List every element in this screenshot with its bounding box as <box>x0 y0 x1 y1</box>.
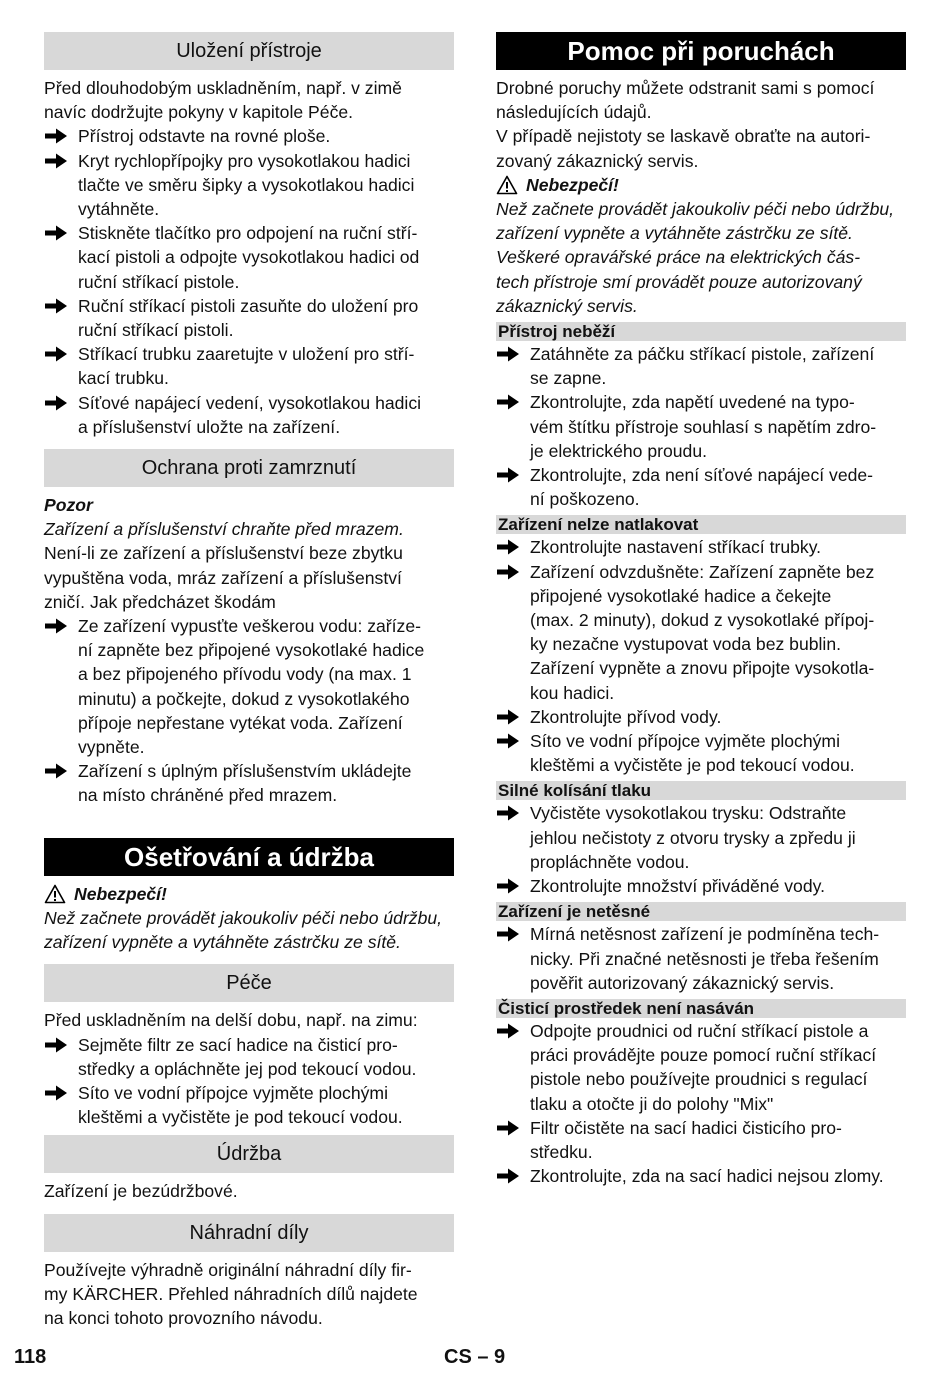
page-section-label: CS – 9 <box>444 1346 506 1368</box>
bullet-step <box>496 560 906 705</box>
danger-text-line: zákaznický servis. <box>496 295 638 316</box>
arrow-right-icon <box>44 345 68 363</box>
step-text-line: Přístroj odstavte na rovné ploše. <box>78 126 331 147</box>
arrow-right-icon <box>44 762 68 780</box>
bullet-step <box>496 535 906 559</box>
step-text-line: práci provádějte pouze pomocí ruční stříkací <box>530 1045 877 1066</box>
arrow-right-icon <box>44 1036 68 1054</box>
danger-text-line: zařízení vypněte a vytáhněte zástrčku ze sítě. <box>44 932 401 953</box>
step-text-line: ruční stříkací pistoli. <box>78 320 234 341</box>
step-text-line: propláchněte vodou. <box>530 851 690 872</box>
frost-intro-line: Není-li ze zařízení a příslušenství beze zbytku <box>44 543 403 564</box>
step-text-line: minutu) a počkejte, dokud z vysokotlakého <box>78 688 410 709</box>
step-text-line: Zkontrolujte přívod vody. <box>530 706 722 727</box>
bullet-step <box>496 922 906 995</box>
fault-heading: Zařízení je netěsné <box>496 902 906 921</box>
warning-triangle-icon <box>496 175 518 195</box>
arrow-right-icon <box>44 152 68 170</box>
step-text-line: Zkontrolujte nastavení stříkací trubky. <box>530 537 822 558</box>
step-text-line: Síto ve vodní přípojce vyjměte plochými <box>78 1082 388 1103</box>
arrow-right-icon <box>44 394 68 412</box>
danger-text-line: Než začnete provádět jakoukoliv péči nebo údržbu, <box>496 199 895 220</box>
step-text-line: a bez připojeného přívodu vody (na max. 1 <box>78 664 412 685</box>
service-text-line: Zařízení je bezúdržbové. <box>44 1181 238 1202</box>
bullet-step <box>496 390 906 463</box>
step-text-line: ní zapněte bez připojené vysokotlaké hadice <box>78 640 425 661</box>
bullet-step <box>496 801 906 874</box>
step-text-line: Vyčistěte vysokotlakou trysku: Odstraňte <box>530 803 847 824</box>
parts-text-line: na konci tohoto provozního návodu. <box>44 1307 323 1328</box>
arrow-right-icon <box>44 617 68 635</box>
step-text-line: kací pistoli a odpojte vysokotlakou hadici od <box>78 247 420 268</box>
section-heading-storage: Uložení přístroje <box>44 32 454 70</box>
step-text-line: ky nezačne vystupovat voda bez bublin. <box>530 634 842 655</box>
caution-text: Zařízení a příslušenství chraňte před mrazem. <box>44 519 404 540</box>
caution-label: Pozor <box>44 495 93 516</box>
step-text-line: připojené vysokotlaké hadice a čekejte <box>530 585 832 606</box>
fault-heading: Zařízení nelze natlakovat <box>496 515 906 534</box>
step-text-line: Filtr očistěte na sací hadici čisticího pro- <box>530 1117 842 1138</box>
bullet-step <box>44 1081 454 1129</box>
bullet-step <box>44 221 454 294</box>
step-text-line: se zapne. <box>530 368 607 389</box>
step-text-line: kací trubku. <box>78 368 169 389</box>
fault-heading: Přístroj neběží <box>496 322 906 341</box>
step-text-line: pistole nebo používejte proudnici s regulací <box>530 1069 868 1090</box>
arrow-right-icon <box>496 877 520 895</box>
parts-text-line: my KÄRCHER. Přehled náhradních dílů najdete <box>44 1283 418 1304</box>
bullet-step <box>44 759 454 807</box>
step-text-line: vypněte. <box>78 737 145 758</box>
arrow-right-icon <box>44 224 68 242</box>
frost-intro-line: zničí. Jak předcházet škodám <box>44 591 276 612</box>
bullet-step <box>44 614 454 759</box>
arrow-right-icon <box>496 563 520 581</box>
bullet-step <box>44 391 454 439</box>
bullet-step <box>44 1033 454 1081</box>
step-text-line: Zkontrolujte, zda napětí uvedené na typo- <box>530 392 855 413</box>
storage-intro-line: Před dlouhodobým uskladněním, např. v zimě <box>44 78 402 98</box>
danger-label: Nebezpečí! <box>74 883 167 904</box>
troubleshooting-intro-line: V případě nejistoty se laskavě obraťte na autori- <box>496 126 871 147</box>
step-text-line: Stiskněte tlačítko pro odpojení na ruční stří- <box>78 223 418 244</box>
step-text-line: Ruční stříkací pistoli zasuňte do uložení pro <box>78 295 419 316</box>
care-intro-line: Před uskladněním na delší dobu, např. na zimu: <box>44 1010 418 1031</box>
step-text-line: tlačte ve směru šipky a vysokotlakou hadici <box>78 174 415 195</box>
bullet-step <box>496 874 906 898</box>
arrow-right-icon <box>496 1022 520 1040</box>
step-text-line: Síto ve vodní přípojce vyjměte plochými <box>530 731 840 752</box>
step-text-line: Zkontrolujte, zda na sací hadici nejsou zlomy. <box>530 1166 884 1187</box>
step-text-line: přípoje nepřestane vytékat voda. Zařízení <box>78 712 403 733</box>
step-text-line: ruční stříkací pistole. <box>78 271 240 292</box>
step-text-line: Zařízení odvzdušněte: Zařízení zapněte bez <box>530 561 875 582</box>
warning-triangle-icon <box>44 884 66 904</box>
section-heading-care: Péče <box>44 964 454 1002</box>
arrow-right-icon <box>44 297 68 315</box>
arrow-right-icon <box>496 804 520 822</box>
bullet-step <box>496 1019 906 1116</box>
troubleshooting-intro-line: následujících údajů. <box>496 102 652 123</box>
step-text-line: kou hadici. <box>530 682 615 703</box>
arrow-right-icon <box>496 1167 520 1185</box>
section-heading-service: Údržba <box>44 1135 454 1173</box>
page-number: 118 <box>14 1346 47 1368</box>
fault-heading: Čisticí prostředek není nasáván <box>496 999 906 1018</box>
danger-text-line: zařízení vypněte a vytáhněte zástrčku ze sítě. <box>496 223 853 244</box>
step-text-line: vytáhněte. <box>78 199 160 220</box>
step-text-line: Mírná netěsnost zařízení je podmíněna tech- <box>530 924 880 945</box>
step-text-line: pověřit autorizovaný zákaznický servis. <box>530 972 835 993</box>
step-text-line: tlaku a otočte ji do polohy "Mix" <box>530 1093 774 1114</box>
arrow-right-icon <box>496 393 520 411</box>
step-text-line: Zatáhněte za páčku stříkací pistole, zařízení <box>530 344 875 365</box>
right-column <box>496 32 906 1188</box>
frost-intro-line: vypuštěna voda, mráz zařízení a příslušenství <box>44 567 402 588</box>
chapter-heading-troubleshooting: Pomoc při poruchách <box>496 32 906 70</box>
bullet-step <box>496 463 906 511</box>
arrow-right-icon <box>44 127 68 145</box>
arrow-right-icon <box>496 466 520 484</box>
arrow-right-icon <box>496 345 520 363</box>
storage-intro-line: navíc dodržujte pokyny v kapitole Péče. <box>44 102 354 123</box>
step-text-line: (max. 2 minuty), dokud z vysokotlaké přípoj- <box>530 610 875 631</box>
arrow-right-icon <box>496 538 520 556</box>
danger-warning <box>496 173 906 197</box>
danger-label: Nebezpečí! <box>526 174 619 195</box>
arrow-right-icon <box>496 732 520 750</box>
troubleshooting-intro-line: Drobné poruchy můžete odstranit sami s pomocí <box>496 78 875 98</box>
step-text-line: Stříkací trubku zaaretujte v uložení pro stří- <box>78 344 415 365</box>
danger-warning <box>44 882 454 906</box>
step-text-line: Zkontrolujte množství přiváděné vody. <box>530 876 825 897</box>
troubleshooting-intro-line: zovaný zákaznický servis. <box>496 150 699 171</box>
step-text-line: je elektrického proudu. <box>530 440 708 461</box>
step-text-line: na místo chráněné před mrazem. <box>78 785 338 806</box>
step-text-line: kleštěmi a vyčistěte je pod tekoucí vodou. <box>78 1107 403 1128</box>
fault-heading: Silné kolísání tlaku <box>496 781 906 800</box>
step-text-line: středku. <box>530 1141 593 1162</box>
left-column <box>44 32 454 1330</box>
arrow-right-icon <box>496 1119 520 1137</box>
bullet-step <box>44 124 454 148</box>
step-text-line: nicky. Při značné netěsnosti je třeba řešením <box>530 948 879 969</box>
danger-text-line: tech přístroje smí provádět pouze autorizovaný <box>496 271 862 292</box>
step-text-line: Zkontrolujte, zda není síťové napájecí vede- <box>530 465 874 486</box>
step-text-line: středky a opláchněte jej pod tekoucí vodou. <box>78 1058 417 1079</box>
arrow-right-icon <box>496 925 520 943</box>
bullet-step <box>44 342 454 390</box>
section-heading-parts: Náhradní díly <box>44 1214 454 1252</box>
parts-text-line: Používejte výhradně originální náhradní díly fir- <box>44 1259 412 1280</box>
danger-text-line: Veškeré opravářské práce na elektrických čás- <box>496 247 861 268</box>
step-text-line: Kryt rychlopřípojky pro vysokotlakou hadici <box>78 150 411 171</box>
step-text-line: jehlou nečistoty z otvoru trysky a zpředu ji <box>530 827 856 848</box>
step-text-line: Zařízení vypněte a znovu připojte vysokotla- <box>530 658 875 679</box>
arrow-right-icon <box>496 708 520 726</box>
step-text-line: Ze zařízení vypusťte veškerou vodu: zaříze- <box>78 616 421 637</box>
chapter-heading-maintenance: Ošetřování a údržba <box>44 838 454 876</box>
arrow-right-icon <box>44 1084 68 1102</box>
bullet-step <box>44 149 454 222</box>
bullet-step <box>496 342 906 390</box>
bullet-step <box>496 1116 906 1164</box>
step-text-line: vém štítku přístroje souhlasí s napětím zdro- <box>530 416 877 437</box>
step-text-line: Zařízení s úplným příslušenstvím ukládejte <box>78 761 412 782</box>
bullet-step <box>496 705 906 729</box>
bullet-step <box>496 1164 906 1188</box>
bullet-step <box>496 729 906 777</box>
step-text-line: Odpojte proudnici od ruční stříkací pistole a <box>530 1020 869 1041</box>
step-text-line: a příslušenství uložte na zařízení. <box>78 416 341 437</box>
step-text-line: Síťové napájecí vedení, vysokotlakou hadici <box>78 392 422 413</box>
step-text-line: ní poškozeno. <box>530 489 640 510</box>
section-heading-frost: Ochrana proti zamrznutí <box>44 449 454 487</box>
step-text-line: kleštěmi a vyčistěte je pod tekoucí vodou. <box>530 755 855 776</box>
bullet-step <box>44 294 454 342</box>
step-text-line: Sejměte filtr ze sací hadice na čisticí pro- <box>78 1034 398 1055</box>
danger-text-line: Než začnete provádět jakoukoliv péči nebo údržbu, <box>44 907 443 928</box>
